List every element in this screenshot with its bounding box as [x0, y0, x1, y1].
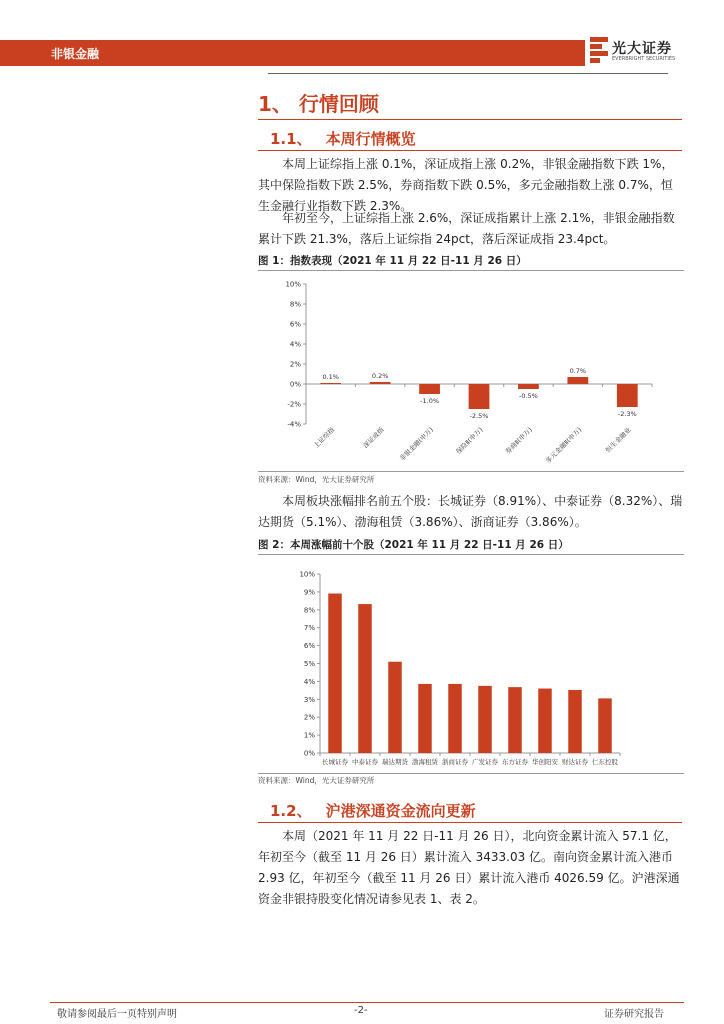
- brand-logo: [590, 34, 700, 68]
- x-tick-label: 中泰证券: [352, 758, 378, 766]
- y-tick-label: 8%: [303, 606, 315, 615]
- figure-2-source: 资料来源：Wind，光大证券研究所: [258, 776, 375, 785]
- x-tick-label: 财达证券: [562, 758, 588, 766]
- x-tick-label: 广发证券: [472, 758, 498, 766]
- footer-page-number: -2-: [354, 1005, 368, 1016]
- bar: [370, 382, 391, 384]
- footer-disclaimer: 敬请参阅最后一页特别声明: [57, 1009, 177, 1020]
- x-tick-label: 仁东控股: [592, 758, 618, 766]
- data-label: -0.5%: [518, 392, 538, 400]
- y-tick-label: 10%: [299, 570, 315, 579]
- y-tick-label: -4%: [287, 420, 301, 429]
- heading-rule: [258, 119, 682, 120]
- x-tick-label: 多元金融Ⅱ(申万): [544, 425, 584, 465]
- figure-1-title: 图 1：指数表现（2021 年 11 月 22 日-11 月 26 日）: [258, 255, 527, 267]
- bar: [358, 604, 372, 753]
- bar: [328, 594, 342, 753]
- x-tick-label: 东方证券: [502, 758, 528, 766]
- y-tick-label: 1%: [303, 731, 315, 740]
- heading-text: 沪港深通资金流向更新: [325, 802, 476, 820]
- bar: [320, 383, 341, 384]
- bar: [419, 384, 440, 394]
- logo-mark-icon: [590, 37, 608, 63]
- y-tick-label: 4%: [289, 340, 301, 349]
- section-heading-1-1: [270, 128, 416, 149]
- bar: [448, 684, 462, 753]
- x-tick-label: 恒生金融业: [604, 425, 633, 455]
- bar: [388, 662, 402, 753]
- figure-rule: [258, 270, 684, 271]
- figure-rule: [258, 773, 684, 774]
- bar: [617, 384, 638, 407]
- x-tick-label: 浙商证券: [442, 758, 468, 766]
- figure-1-source: 资料来源：Wind，光大证券研究所: [258, 475, 375, 484]
- x-tick-label: 非银金融(申万): [398, 425, 435, 463]
- x-tick-label: 瑞达期货: [382, 758, 408, 766]
- paragraph-fund-flows: 本周（2021 年 11 月 22 日-11 月 26 日），北向资金累计流入 57.1 亿，年初至今（截至 11 月 26 日）累计流入 3433.03 亿。南向资金累计流入港币 2.93 亿，年初至今（截至 11 月 26 日）累计流入港币 4026.59 亿。沪港深通资金非银持股变化情况请参见表 1、表 2。: [258, 829, 680, 906]
- y-tick-label: 3%: [303, 695, 315, 704]
- heading-number: 1.2、: [270, 802, 312, 820]
- figure-2-title: 图 2：本周涨幅前十个股（2021 年 11 月 22 日-11 月 26 日）: [258, 539, 569, 551]
- y-tick-label: 4%: [303, 677, 315, 686]
- index-performance-chart: [258, 272, 684, 470]
- bar: [568, 690, 582, 753]
- top-ten-stocks-chart: [258, 560, 684, 772]
- paragraph-top-stocks: 本周板块涨幅排名前五个股：长城证券（8.91%）、中泰证券（8.32%）、瑞达期货（5.1%）、渤海租赁（3.86%）、浙商证券（3.86%）。: [258, 494, 683, 529]
- y-tick-label: 8%: [289, 300, 301, 309]
- data-label: -2.3%: [617, 410, 637, 418]
- x-tick-label: 长城证券: [322, 758, 348, 766]
- x-tick-label: 上证综指: [312, 425, 337, 450]
- bar: [598, 698, 612, 753]
- header-rule: [268, 73, 668, 74]
- y-tick-label: 0%: [303, 749, 315, 758]
- data-label: -2.5%: [469, 412, 489, 420]
- y-tick-label: 9%: [303, 588, 315, 597]
- x-tick-label: 保险Ⅱ(申万): [454, 425, 485, 456]
- bar: [418, 684, 432, 753]
- data-label: 0.2%: [371, 372, 389, 380]
- bar: [469, 384, 490, 409]
- data-label: 0.7%: [569, 367, 587, 375]
- y-tick-label: 0%: [289, 380, 301, 389]
- section-heading-1: 1、 行情回顾: [258, 92, 379, 116]
- y-tick-label: 7%: [303, 624, 315, 633]
- header-band: [0, 40, 585, 66]
- section-heading-1-2: [270, 800, 476, 821]
- x-tick-label: 券商Ⅱ(申万): [503, 425, 534, 456]
- y-tick-label: 2%: [289, 360, 301, 369]
- heading-rule: [258, 822, 682, 823]
- heading-rule: [258, 150, 682, 151]
- section-tag: 非银金融: [51, 47, 100, 61]
- figure-rule: [258, 471, 684, 472]
- heading-text: 本周行情概览: [325, 130, 416, 148]
- y-tick-label: -2%: [287, 400, 301, 409]
- bar: [478, 686, 492, 753]
- x-tick-label: 华创阳安: [532, 758, 558, 766]
- x-tick-label: 渤海租赁: [412, 758, 438, 766]
- bar: [518, 384, 539, 389]
- y-tick-label: 6%: [289, 320, 301, 329]
- y-tick-label: 6%: [303, 642, 315, 651]
- figure-rule: [258, 554, 684, 555]
- data-label: 0.1%: [322, 373, 339, 381]
- footer-rule: [50, 1002, 684, 1003]
- logo-name: 光大证券: [612, 41, 672, 57]
- footer-report-type: 证券研究报告: [604, 1009, 664, 1020]
- logo-subtitle: EVERBRIGHT SECURITIES: [612, 56, 676, 62]
- data-label: -1.0%: [420, 397, 440, 405]
- paragraph-market-summary: 本周上证综指上涨 0.1%，深证成指上涨 0.2%，非银金融指数下跌 1%，其中保险指数下跌 2.5%，券商指数下跌 0.5%，多元金融指数上涨 0.7%，恒生金融行业指数下跌 2.3%。: [258, 157, 674, 213]
- x-tick-label: 深证成指: [361, 425, 386, 450]
- y-tick-label: 10%: [285, 280, 301, 289]
- bar: [538, 689, 552, 753]
- bar: [567, 377, 588, 384]
- paragraph-ytd-summary: 年初至今，上证综指上涨 2.6%，深证成指累计上涨 2.1%，非银金融指数累计下跌 21.3%，落后上证综指 24pct，落后深证成指 23.4pct。: [258, 211, 675, 246]
- y-tick-label: 2%: [303, 713, 315, 722]
- bar: [508, 687, 522, 753]
- y-tick-label: 5%: [303, 660, 315, 668]
- heading-number: 1.1、: [270, 130, 312, 148]
